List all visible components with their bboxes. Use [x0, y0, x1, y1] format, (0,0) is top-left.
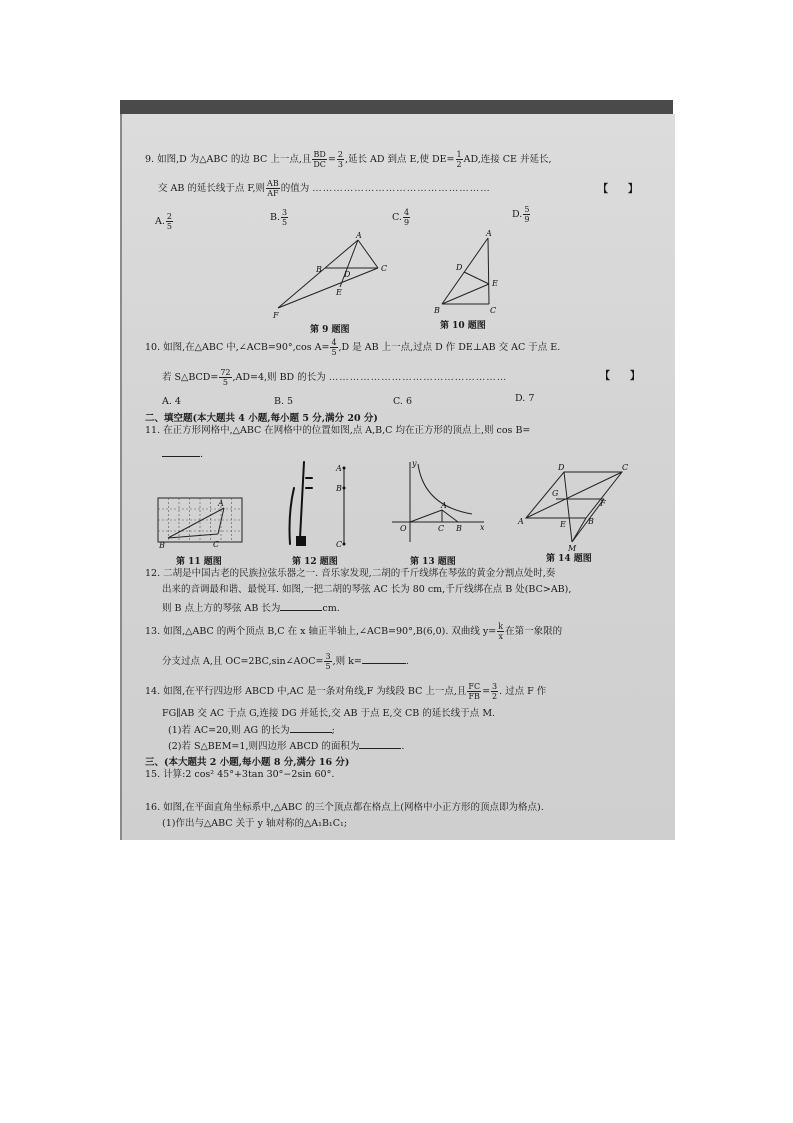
q10-line1: 10. 如图,在△ABC 中,∠ACB=90°,cos A= $\frac{4}{5}$ ,D 是 AB 上一点,过点 D 作 DE⊥AB 交 AC 于点 E.	[145, 338, 561, 357]
fig9-label-e: E	[336, 288, 342, 297]
q9-answer-bracket: 【 】	[598, 184, 638, 195]
fig14-label-m: M	[568, 544, 577, 553]
fig9-caption: 第 9 题图	[310, 325, 350, 335]
figure-12-erhu-diagram	[286, 458, 356, 550]
q9-line1: 9. 如图,D 为△ABC 的边 BC 上一点,且 $\frac{BD}{DC}$ = $\frac{2}{3}$ ,延长 AD 到点 E,使 DE= $\frac{1}{2}$ AD,连接 CE 并延长,	[145, 150, 552, 169]
fig9-label-a: A	[356, 231, 362, 240]
figure-11-grid	[156, 494, 246, 549]
fig9-label-c: C	[381, 264, 388, 273]
figure-9-diagram	[270, 232, 390, 322]
q11-line1: 11. 在正方形网格中,△ABC 在网格中的位置如图,点 A,B,C 均在正方形的顶点上,则 cos B=	[145, 425, 531, 436]
fig12-label-a: A	[336, 464, 342, 473]
section-2-heading: 二、填空题(本大题共 4 小题,每小题 5 分,满分 20 分)	[145, 413, 378, 424]
fig10-label-d: D	[456, 263, 463, 272]
fig14-label-f: F	[600, 499, 606, 508]
erhu-resonator-icon	[296, 536, 306, 546]
q10-option-d[interactable]: D. 7	[515, 393, 535, 404]
fig13-label-b: B	[456, 524, 462, 533]
q16-line2: (1)作出与△ABC 关于 y 轴对称的△A₁B₁C₁;	[162, 818, 348, 829]
q9-line2: 交 AB 的延长线于点 F,则 $\frac{AB}{AF}$ 的值为 ……………………………………………	[158, 179, 491, 198]
q14-line1: 14. 如图,在平行四边形 ABCD 中,AC 是一条对角线,F 为线段 BC 上一点,且 $\frac{FC}{FB}$ = $\frac{3}{2}$ . 过点 F 作	[145, 682, 547, 701]
fig12-caption: 第 12 题图	[292, 557, 338, 567]
figure-14-parallelogram-diagram	[516, 462, 636, 552]
figure-11	[156, 494, 246, 549]
fig11-caption: 第 11 题图	[176, 557, 222, 567]
q9-option-a[interactable]: A. $\frac{2}{5}$	[155, 212, 172, 231]
figure-13	[392, 458, 492, 550]
frac-k-x: $\frac{k}{x}$	[498, 622, 504, 641]
frac-1-2: $\frac{1}{2}$	[456, 150, 462, 169]
q14-line2: FG∥AB 交 AC 于点 G,连接 DG 并延长,交 AB 于点 E,交 CB 的延长线于点 M.	[162, 708, 496, 719]
fig13-label-x: x	[480, 523, 485, 532]
fig10-caption: 第 10 题图	[440, 321, 486, 331]
figure-9	[270, 232, 390, 322]
frac-2-3: $\frac{2}{3}$	[337, 150, 343, 169]
fig10-label-a: A	[486, 229, 492, 238]
q10-answer-bracket: 【 】	[600, 371, 640, 382]
frac-72-5: $\frac{72}{5}$	[220, 368, 231, 387]
fig10-label-e: E	[492, 279, 498, 288]
fig11-label-a: A	[218, 499, 224, 508]
q13-line1: 13. 如图,△ABC 的两个顶点 B,C 在 x 轴正半轴上,∠ACB=90°,B(6,0). 双曲线 y= $\frac{k}{x}$ 在第一象限的	[145, 622, 563, 641]
q12-answer-blank[interactable]	[280, 600, 322, 611]
frac-bd-dc: $\frac{BD}{DC}$	[313, 150, 326, 169]
fig10-label-c: C	[490, 306, 497, 315]
q9-option-d[interactable]: D. $\frac{5}{9}$	[512, 205, 530, 224]
fig9-label-f: F	[273, 311, 279, 320]
q14-sub2-answer-blank[interactable]	[359, 738, 401, 749]
fig12-label-b: B	[336, 484, 342, 493]
figure-13-hyperbola-diagram	[392, 458, 492, 550]
fig14-label-c: C	[622, 463, 629, 472]
fig14-label-g: G	[552, 489, 559, 498]
fig14-label-e: E	[560, 520, 566, 529]
figure-10	[432, 229, 502, 317]
section-3-heading: 三、(本大题共 2 小题,每小题 8 分,满分 16 分)	[145, 757, 350, 768]
figure-10-diagram	[432, 229, 502, 317]
fig9-label-b: B	[316, 265, 322, 274]
fig10-label-b: B	[434, 306, 440, 315]
frac-3-5: $\frac{3}{5}$	[325, 652, 331, 671]
q10-option-c[interactable]: C. 6	[393, 396, 413, 407]
q10-option-b[interactable]: B. 5	[274, 396, 294, 407]
fig13-label-o: O	[400, 524, 407, 533]
q10-option-a[interactable]: A. 4	[162, 396, 181, 407]
q11-answer-blank[interactable]	[162, 446, 200, 457]
q11-line2: .	[162, 446, 203, 462]
fig11-label-c: C	[213, 540, 220, 549]
frac-4-5: $\frac{4}{5}$	[331, 338, 337, 357]
q16-line1: 16. 如图,在平面直角坐标系中,△ABC 的三个顶点都在格点上(网格中小正方形的顶点即为格点).	[145, 802, 544, 813]
fig14-label-b: B	[588, 517, 594, 526]
q9-option-b[interactable]: B. $\frac{3}{5}$	[270, 208, 288, 227]
fig13-caption: 第 13 题图	[410, 557, 456, 567]
fig11-label-b: B	[159, 541, 165, 550]
q12-line2: 出来的音调最和谐、最悦耳. 如图,一把二胡的琴弦 AC 长为 80 cm,千斤线绑在点 B 处(BC>AB),	[162, 584, 572, 595]
fig12-label-c: C	[336, 540, 343, 549]
fig9-label-d: D	[344, 270, 351, 279]
q14-sub2: (2)若 S△BEM=1,则四边形 ABCD 的面积为 .	[168, 738, 404, 754]
frac-ab-af: $\frac{AB}{AF}$	[267, 179, 279, 198]
fig14-label-d: D	[558, 463, 565, 472]
fig14-caption: 第 14 题图	[546, 554, 592, 564]
q14-sub1: (1)若 AC=20,则 AG 的长为 ;	[168, 722, 335, 738]
frac-3-2: $\frac{3}{2}$	[492, 682, 498, 701]
frac-fc-fb: $\frac{FC}{FB}$	[468, 682, 481, 701]
fig13-label-c: C	[438, 524, 445, 533]
figure-14	[516, 462, 636, 552]
q12-line3: 则 B 点上方的琴弦 AB 长为 cm.	[162, 600, 340, 616]
q12-line1: 12. 二胡是中国古老的民族拉弦乐器之一. 音乐家发现,二胡的千斤线绑在琴弦的黄金分割点处时,奏	[145, 568, 556, 579]
q9-option-c[interactable]: C. $\frac{4}{9}$	[392, 208, 410, 227]
q13-line2: 分支过点 A,且 OC=2BC,sin∠AOC= $\frac{3}{5}$ ,则 k= .	[162, 652, 409, 671]
q15-line: 15. 计算:2 cos² 45°+3tan 30°−2sin 60°.	[145, 769, 335, 780]
fig14-label-a: A	[518, 517, 524, 526]
figure-12	[286, 458, 356, 550]
q10-line2: 若 S△BCD= $\frac{72}{5}$ ,AD=4,则 BD 的长为 ……………………………………………	[162, 368, 508, 387]
q14-sub1-answer-blank[interactable]	[290, 722, 332, 733]
fig13-label-a: A	[441, 501, 447, 510]
q13-answer-blank[interactable]	[362, 653, 406, 664]
photo-top-edge	[120, 100, 673, 114]
fig13-label-y: y	[412, 459, 417, 468]
